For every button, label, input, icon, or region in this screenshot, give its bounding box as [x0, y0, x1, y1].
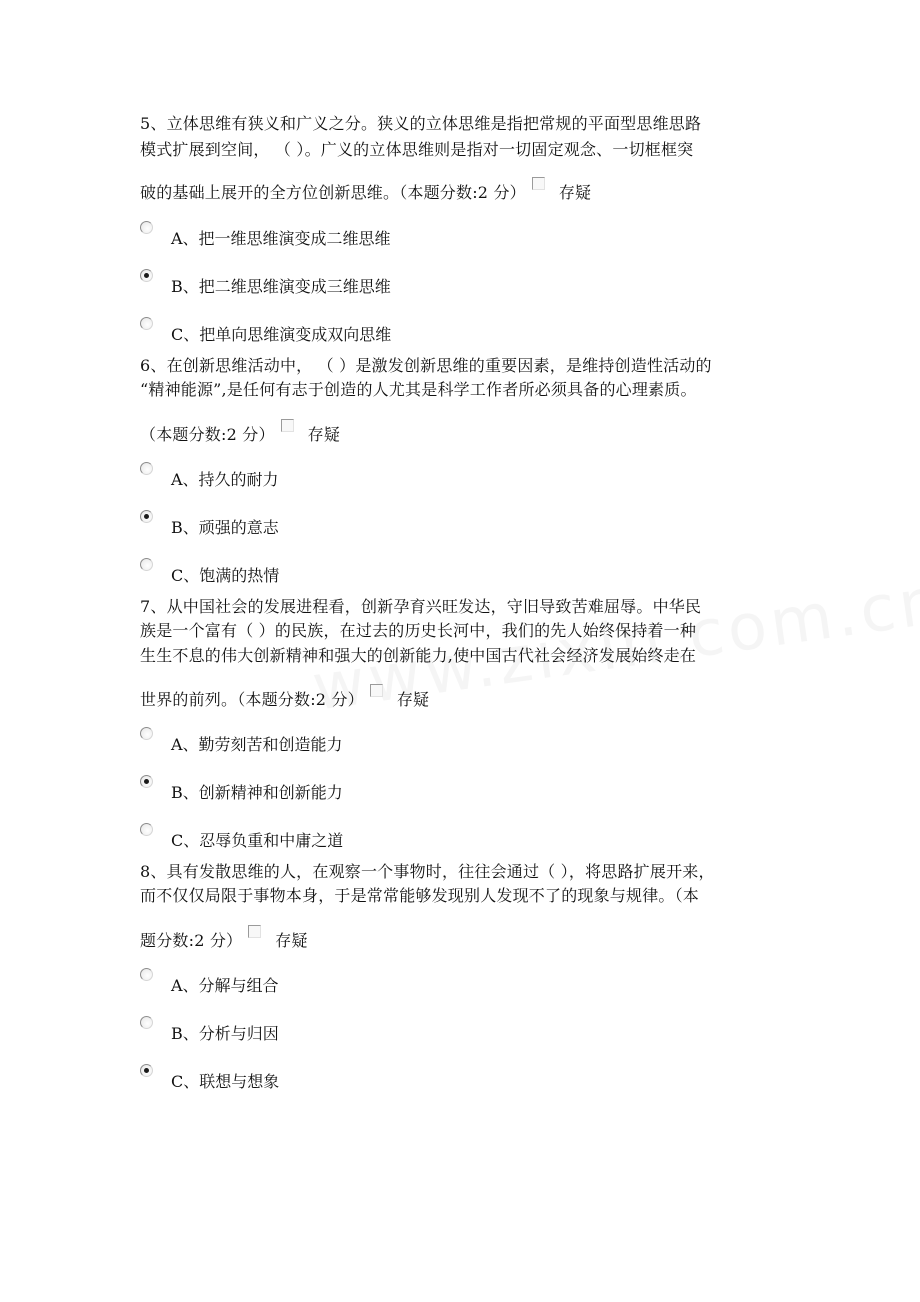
radio-dot — [144, 1068, 149, 1073]
option-label: C、饱满的热情 — [171, 566, 280, 585]
option-label: A、持久的耐力 — [171, 470, 279, 489]
option-label: C、把单向思维演变成双向思维 — [171, 325, 392, 344]
doubt-checkbox[interactable] — [532, 177, 545, 190]
question-stem-text: 破的基础上展开的全方位创新思维。（本题分数:2 分） — [140, 183, 526, 202]
question-stem-line-last — [140, 177, 591, 204]
radio-button[interactable] — [140, 1016, 153, 1029]
radio-button[interactable] — [140, 1064, 153, 1077]
radio-button[interactable] — [140, 558, 153, 571]
radio-button[interactable] — [140, 775, 153, 788]
radio-button[interactable] — [140, 823, 153, 836]
radio-dot — [144, 514, 149, 519]
question-stem-line: 族是一个富有（ ）的民族，在过去的历史长河中，我们的先人始终保持着一种 — [140, 621, 697, 640]
question-stem-text: 题分数:2 分） — [140, 931, 243, 950]
radio-button[interactable] — [140, 462, 153, 475]
doubt-label: 存疑 — [558, 183, 592, 202]
option-label: A、分解与组合 — [171, 976, 279, 995]
question-stem-line: 7、从中国社会的发展进程看，创新孕育兴旺发达，守旧导致苦难屈辱。中华民 — [140, 597, 702, 616]
option-label: C、忍辱负重和中庸之道 — [171, 831, 344, 850]
radio-button[interactable] — [140, 727, 153, 740]
option-label: B、创新精神和创新能力 — [171, 783, 343, 802]
option-label: B、把二维思维演变成三维思维 — [171, 277, 391, 296]
question-stem-line: 5、立体思维有狭义和广义之分。狭义的立体思维是指把常规的平面型思维思路 — [140, 114, 702, 133]
radio-button[interactable] — [140, 510, 153, 523]
radio-dot — [144, 779, 149, 784]
question-stem-line: 生生不息的伟大创新精神和强大的创新能力,使中国古代社会经济发展始终走在 — [140, 646, 697, 665]
question-stem-line: 6、在创新思维活动中， （ ）是激发创新思维的重要因素，是维持创造性活动的 — [140, 356, 712, 375]
doubt-checkbox[interactable] — [248, 925, 261, 938]
radio-button[interactable] — [140, 269, 153, 282]
question-stem-line-last — [140, 925, 308, 952]
option-label: A、勤劳刻苦和创造能力 — [171, 735, 343, 754]
question-stem-line: “精神能源”,是任何有志于创造的人尤其是科学工作者所必须具备的心理素质。 — [140, 380, 697, 399]
radio-button[interactable] — [140, 968, 153, 981]
doubt-checkbox[interactable] — [370, 684, 383, 697]
question-stem-text: 世界的前列。（本题分数:2 分） — [140, 690, 364, 709]
option-label: B、分析与归因 — [171, 1024, 279, 1043]
question-stem-line: 而不仅仅局限于事物本身，于是常常能够发现别人发现不了的现象与规律。（本 — [140, 886, 700, 905]
option-label: A、把一维思维演变成二维思维 — [171, 229, 391, 248]
option-label: B、顽强的意志 — [171, 518, 279, 537]
question-stem-line-last — [140, 684, 429, 711]
doubt-label: 存疑 — [396, 690, 430, 709]
option-label: C、联想与想象 — [171, 1072, 280, 1091]
doubt-checkbox[interactable] — [281, 419, 294, 432]
question-stem-line: 模式扩展到空间， （ ）。广义的立体思维则是指对一切固定观念、一切框框突 — [140, 140, 694, 159]
radio-button[interactable] — [140, 317, 153, 330]
doubt-label: 存疑 — [307, 425, 341, 444]
doubt-label: 存疑 — [275, 931, 308, 950]
question-stem-text: （本题分数:2 分） — [140, 425, 275, 444]
radio-button[interactable] — [140, 221, 153, 234]
question-stem-line: 8、具有发散思维的人，在观察一个事物时，往往会通过（ ），将思路扩展开来， — [140, 862, 715, 881]
radio-dot — [144, 273, 149, 278]
question-stem-line-last — [140, 419, 340, 446]
